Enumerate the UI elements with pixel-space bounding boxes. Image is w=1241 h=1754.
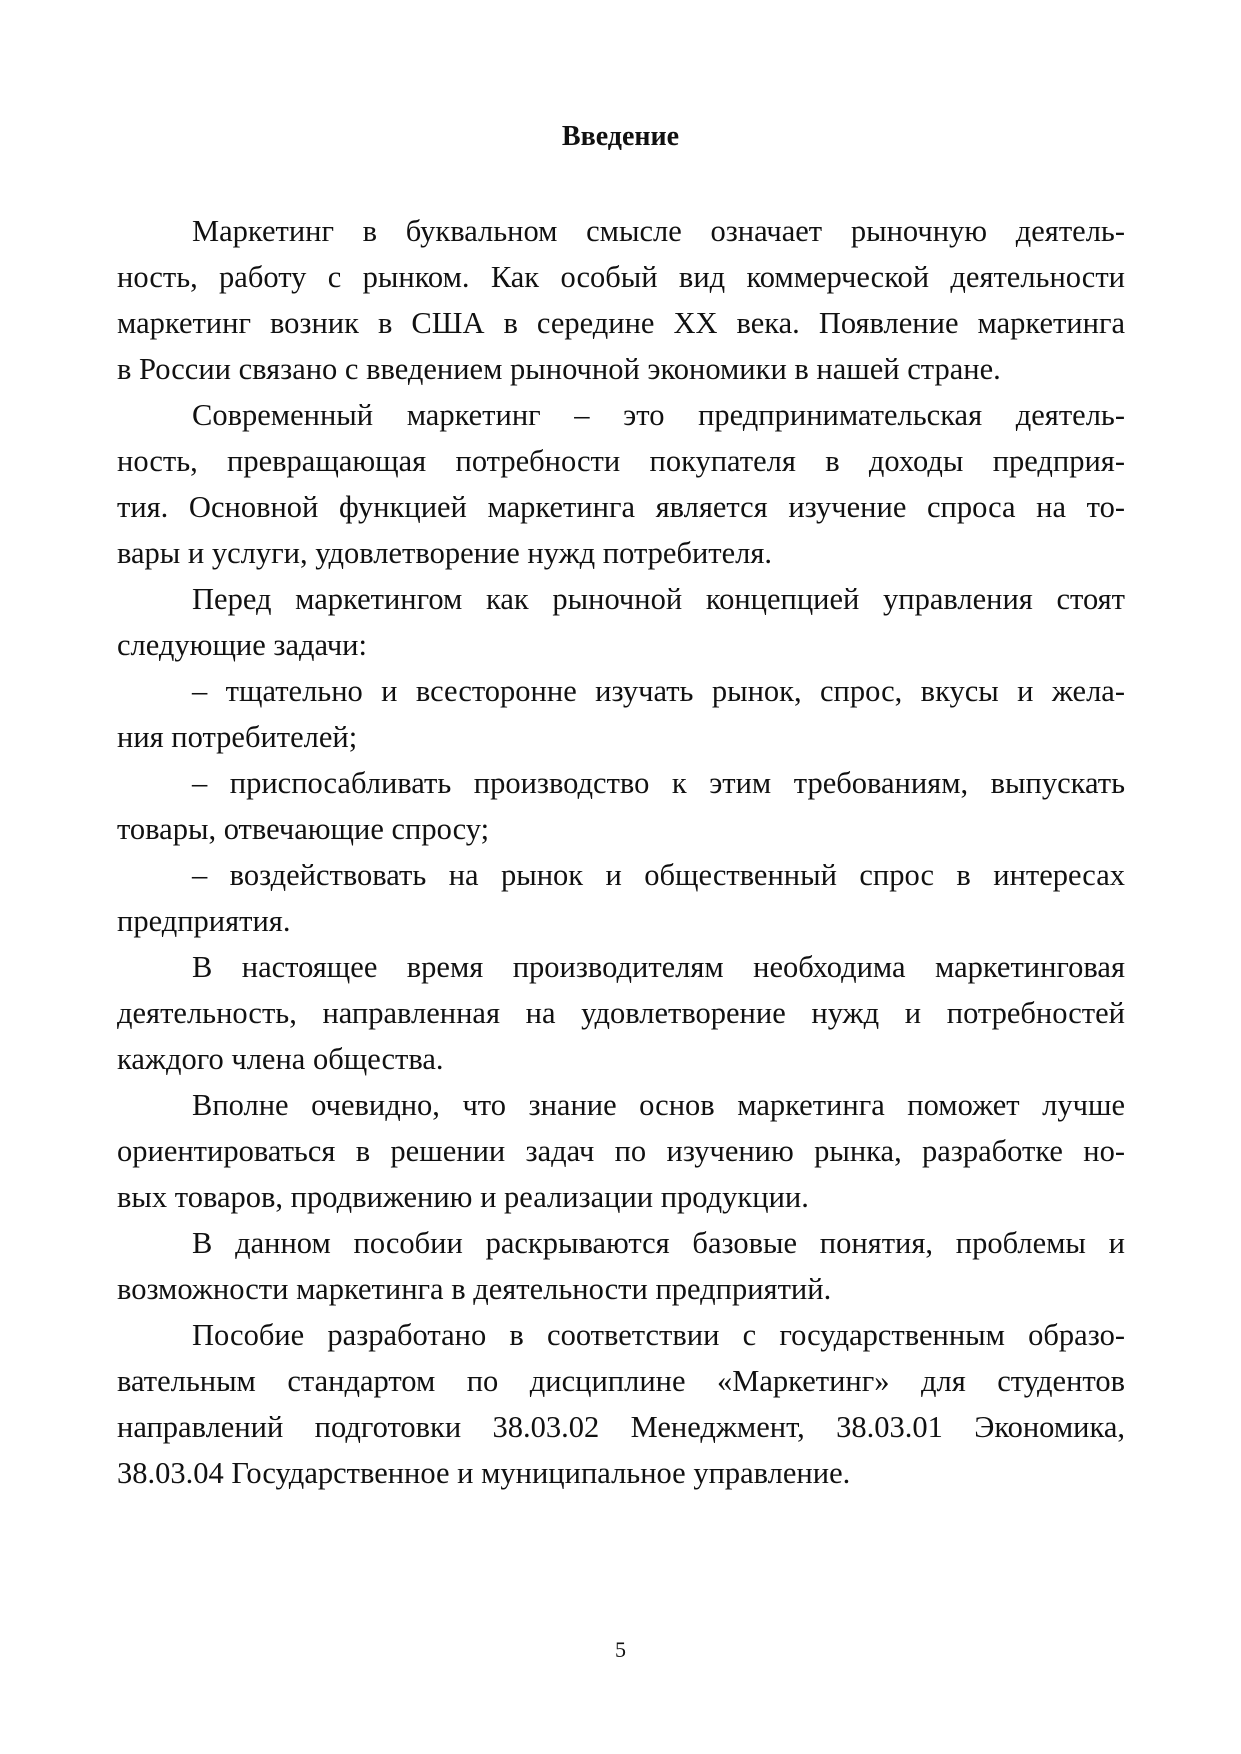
list-item-study-market (117, 668, 1125, 760)
text-line: вых товаров, продвижению и реализации продукции. (117, 1180, 809, 1214)
paragraph-manual-scope (117, 1220, 1125, 1312)
text-line: предприятия. (117, 904, 291, 938)
list-item-influence-market (117, 852, 1125, 944)
text-line: 38.03.04 Государственное и муниципальное управление. (117, 1456, 851, 1490)
text-line: в России связано с введением рыночной экономики в нашей стране. (117, 352, 1001, 386)
text-line: ность, превращающая потребности покупателя в доходы предприя- (117, 444, 1125, 478)
paragraph-tasks-intro (117, 576, 1125, 668)
paragraph-producers-need (117, 944, 1125, 1082)
paragraph-marketing-definition (117, 208, 1125, 392)
text-line: Пособие разработано в соответствии с государственным образо- (192, 1318, 1125, 1352)
text-line: маркетинг возник в США в середине ХХ века. Появление маркетинга (117, 306, 1125, 340)
text-line: – воздействовать на рынок и общественный спрос в интересах (192, 858, 1125, 892)
paragraph-standard-compliance (117, 1312, 1125, 1496)
text-line: Маркетинг в буквальном смысле означает рыночную деятель- (192, 214, 1125, 248)
text-line: вары и услуги, удовлетворение нужд потребителя. (117, 536, 773, 570)
text-line: В настоящее время производителям необходима маркетинговая (192, 950, 1125, 984)
text-line: вательным стандартом по дисциплине «Маркетинг» для студентов (117, 1364, 1125, 1398)
text-line: – тщательно и всесторонне изучать рынок, спрос, вкусы и жела- (192, 674, 1125, 708)
body-text (117, 208, 1125, 1496)
text-line: Современный маркетинг – это предпринимательская деятель- (192, 398, 1125, 432)
text-line: товары, отвечающие спросу; (117, 812, 490, 846)
paragraph-modern-marketing (117, 392, 1125, 576)
text-line: Перед маркетингом как рыночной концепцией управления стоят (192, 582, 1125, 616)
text-line: деятельность, направленная на удовлетворение нужд и потребностей (117, 996, 1125, 1030)
paragraph-knowledge-helps (117, 1082, 1125, 1220)
text-line: каждого члена общества. (117, 1042, 444, 1076)
text-line: В данном пособии раскрываются базовые понятия, проблемы и (192, 1226, 1125, 1260)
text-line: следующие задачи: (117, 628, 367, 662)
text-line: ориентироваться в решении задач по изучению рынка, разработке но- (117, 1134, 1125, 1168)
page-number: 5 (615, 1637, 626, 1662)
section-title: Введение (561, 121, 680, 152)
text-line: тия. Основной функцией маркетинга является изучение спроса на то- (117, 490, 1125, 524)
text-line: ния потребителей; (117, 720, 358, 754)
text-line: – приспосабливать производство к этим требованиям, выпускать (192, 766, 1125, 800)
list-item-adapt-production (117, 760, 1125, 852)
text-line: направлений подготовки 38.03.02 Менеджмент, 38.03.01 Экономика, (117, 1410, 1125, 1444)
text-line: Вполне очевидно, что знание основ маркетинга поможет лучше (192, 1088, 1125, 1122)
text-line: возможности маркетинга в деятельности предприятий. (117, 1272, 832, 1306)
text-line: ность, работу с рынком. Как особый вид коммерческой деятельности (117, 260, 1125, 294)
